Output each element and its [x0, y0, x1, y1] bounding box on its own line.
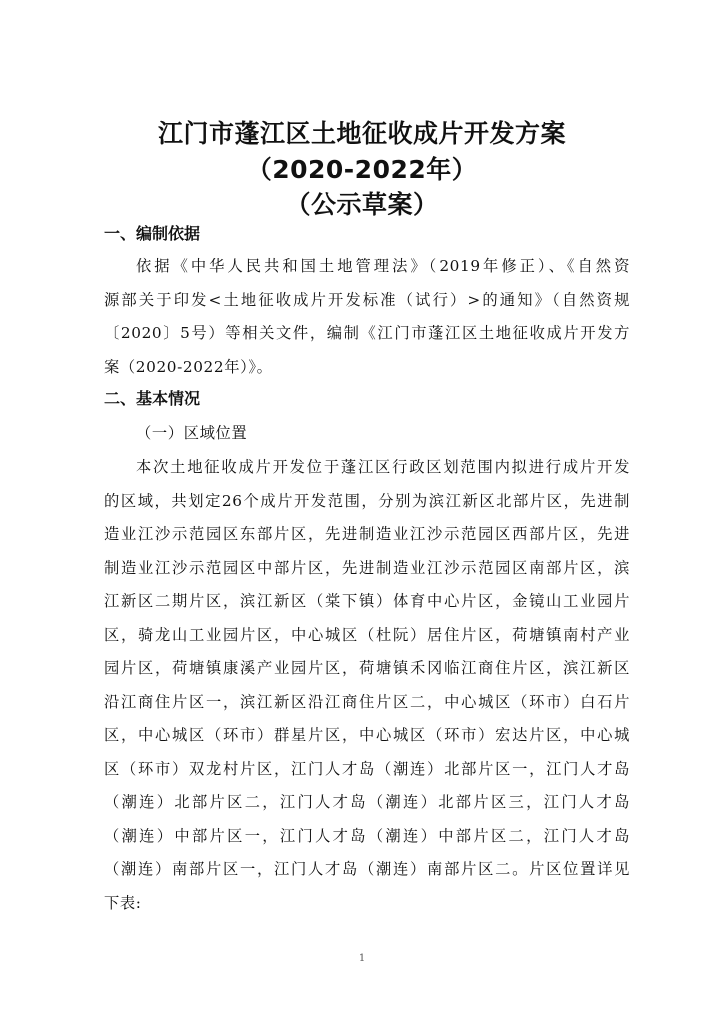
section-heading-overview: 二、基本情况 [104, 389, 201, 408]
basis-paragraph [104, 250, 630, 384]
location-paragraph [104, 451, 630, 920]
paragraph-line: 的区域，共划定26个成片开发范围，分别为滨江新区北部片区，先进制 [104, 491, 630, 510]
paragraph-line: 制造业江沙示范园区中部片区，先进制造业江沙示范园区南部片区，滨 [104, 558, 630, 577]
document-title-years: （2020-2022年） [246, 155, 478, 184]
paragraph-line: 区，中心城区（环市）群星片区，中心城区（环市）宏达片区，中心城 [104, 726, 630, 744]
paragraph-line: 本次土地征收成片开发位于蓬江区行政区划范围内拟进行成片开发 [136, 458, 630, 476]
paragraph-line: （潮连）南部片区一，江门人才岛（潮连）南部片区二。片区位置详见 [104, 860, 630, 878]
paragraph-line: 园片区，荷塘镇康溪产业园片区，荷塘镇禾冈临江商住片区，滨江新区 [104, 659, 630, 677]
paragraph-line: （潮连）北部片区二，江门人才岛（潮连）北部片区三，江门人才岛 [104, 793, 630, 811]
paragraph-line: 造业江沙示范园区东部片区，先进制造业江沙示范园区西部片区，先进 [104, 525, 630, 543]
paragraph-line: 源部关于印发<土地征收成片开发标准（试行）>的通知》（自然资规 [104, 290, 630, 309]
paragraph-line: （潮连）中部片区一，江门人才岛（潮连）中部片区二，江门人才岛 [104, 826, 630, 845]
section-heading-basis: 一、编制依据 [104, 224, 201, 243]
document-title: 江门市蓬江区土地征收成片开发方案 [157, 119, 566, 148]
paragraph-line: 〔2020〕5号）等相关文件，编制《江门市蓬江区土地征收成片开发方 [104, 324, 630, 342]
paragraph-line: 依据《中华人民共和国土地管理法》（2019年修正）、《自然资 [136, 257, 630, 275]
paragraph-line: 下表: [104, 893, 142, 912]
paragraph-line: 江新区二期片区，滨江新区（棠下镇）体育中心片区，金镜山工业园片 [104, 592, 630, 610]
paragraph-line: 区，骑龙山工业园片区，中心城区（杜阮）居住片区，荷塘镇南村产业 [104, 625, 630, 644]
document-title-status: （公示草案） [285, 190, 439, 219]
paragraph-line: 案（2020-2022年）》。 [104, 357, 273, 376]
paragraph-line: 沿江商住片区一，滨江新区沿江商住片区二，中心城区（环市）白石片 [104, 692, 630, 711]
paragraph-line: 区（环市）双龙村片区，江门人才岛（潮连）北部片区一，江门人才岛 [104, 759, 630, 778]
page-number: 1 [358, 953, 366, 964]
subsection-heading-location: （一）区域位置 [136, 424, 248, 442]
